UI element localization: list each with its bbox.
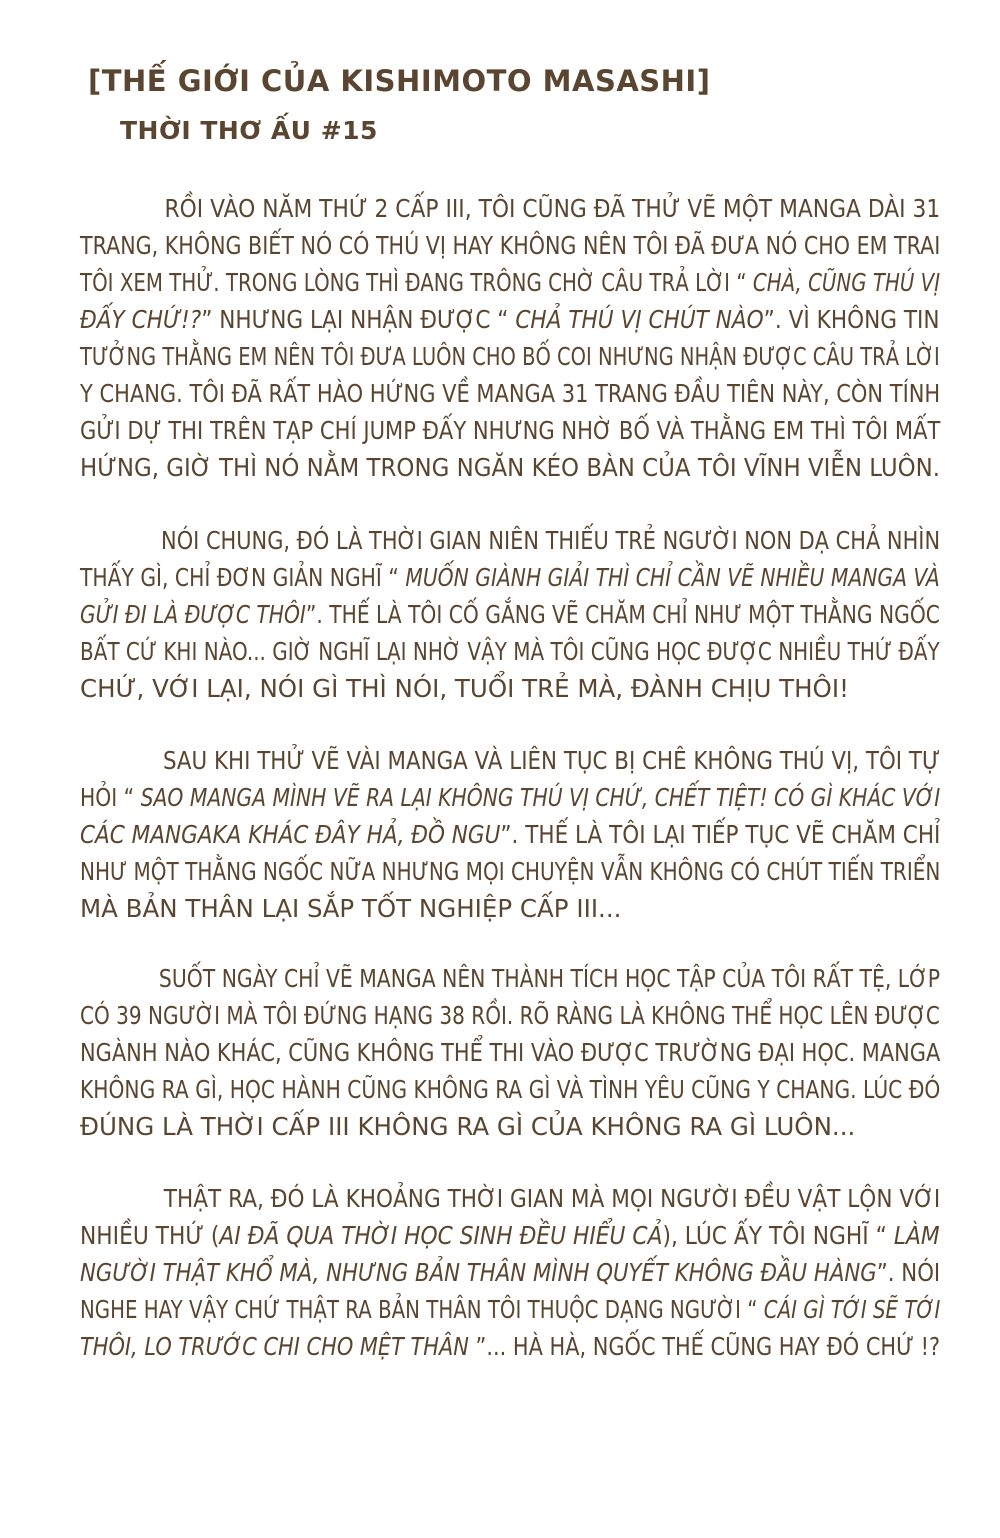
paragraph [80,522,940,707]
italic-quote: GỬI ĐI LÀ ĐƯỢC THÔI [80,600,306,629]
text-line [80,1217,940,1254]
italic-quote: AI ĐÃ QUA THỜI HỌC SINH ĐỀU HIỂU CẢ [219,1221,663,1250]
text-line [80,375,941,412]
italic-quote: CHẢ THÚ VỊ CHÚT NÀO [515,305,764,334]
text-line [80,633,940,670]
text-line [80,559,940,596]
text-segment: SAU KHI THỬ VẼ VÀI MANGA VÀ LIÊN TỤC BỊ CHÊ KHÔNG THÚ VỊ, TÔI TỰ [162,746,941,775]
text-segment: ”. THẾ LÀ TÔI LẠI TIẾP TỤC VẼ CHĂM CHỈ [500,820,941,849]
text-segment: NGHE HAY VẬY CHỨ THẬT RA BẢN THÂN TÔI THUỘC DẠNG NGƯỜI “ [80,1295,764,1324]
text-segment: NHƯ MỘT THẰNG NGỐC NỮA NHƯNG MỌI CHUYỆN VẪN KHÔNG CÓ CHÚT TIẾN TRIỂN [80,857,941,886]
text-segment: TRANG, KHÔNG BIẾT NÓ CÓ THÚ VỊ HAY KHÔNG NÊN TÔI ĐÃ ĐƯA NÓ CHO EM TRAI [80,231,941,260]
paragraph [80,1180,940,1365]
text-line [80,227,941,264]
page-title: [THẾ GIỚI CỦA KISHIMOTO MASASHI] [88,64,711,98]
text-segment: ), LÚC ẤY TÔI NGHĨ “ [662,1221,894,1250]
text-line [80,1034,941,1071]
text-line [80,338,940,375]
text-segment: Y CHANG. TÔI ĐÃ RẤT HÀO HỨNG VỀ MANGA 31 TRANG ĐẦU TIÊN NÀY, CÒN TÍNH [80,379,941,408]
text-segment: HỨNG, GIỜ THÌ NÓ NẰM TRONG NGĂN KÉO BÀN CỦA TÔI VĨNH VIỄN LUÔN. [80,453,941,482]
text-line [80,264,941,301]
text-segment: GỬI DỰ THI TRÊN TẠP CHÍ JUMP ĐẤY NHƯNG NHỜ BỐ VÀ THẰNG EM THÌ TÔI MẤT [80,416,941,445]
text-line [80,190,941,227]
text-line [80,816,941,853]
paragraph [80,190,940,486]
italic-quote: CHÀ, CŨNG THÚ VỊ [752,268,941,297]
text-segment: MÀ BẢN THÂN LẠI SẮP TỐT NGHIỆP CẤP III... [80,894,622,923]
italic-quote: NGƯỜI THẬT KHỔ MÀ, NHƯNG BẢN THÂN MÌNH QUYẾT KHÔNG ĐẦU HÀNG [80,1258,877,1287]
paragraph [80,960,940,1145]
text-line [80,890,940,927]
text-line [80,449,941,486]
text-segment: CHỨ, VỚI LẠI, NÓI GÌ THÌ NÓI, TUỔI TRẺ MÀ, ĐÀNH CHỊU THÔI! [80,674,849,703]
text-segment: NÓI CHUNG, ĐÓ LÀ THỜI GIAN NIÊN THIẾU TRẺ NGƯỜI NON DẠ CHẢ NHÌN [161,526,941,555]
text-segment: NHIỀU THỨ ( [80,1221,220,1250]
italic-quote: THÔI, LO TRƯỚC CHI CHO MỆT THÂN [80,1332,469,1361]
paragraph [80,742,940,927]
text-segment: ” NHƯNG LẠI NHẬN ĐƯỢC “ [201,305,516,334]
text-line [80,997,940,1034]
text-segment: ”. THẾ LÀ TÔI CỐ GẮNG VẼ CHĂM CHỈ NHƯ MỘT THẰNG NGỐC [305,600,940,629]
italic-quote: CÁI GÌ TỚI SẼ TỚI [763,1295,941,1324]
text-segment: THẤY GÌ, CHỈ ĐƠN GIẢN NGHĨ “ [80,563,406,592]
text-segment: ”... HÀ HÀ, NGỐC THẾ CŨNG HAY ĐÓ CHỨ !? [468,1332,941,1361]
italic-quote: MUỐN GIÀNH GIẢI THÌ CHỈ CẦN VẼ NHIỀU MANGA VÀ [405,563,940,592]
text-line [80,1071,941,1108]
text-segment: TÔI XEM THỬ. TRONG LÒNG THÌ ĐANG TRÔNG CHỜ CÂU TRẢ LỜI “ [80,268,753,297]
text-segment: NGÀNH NÀO KHÁC, CŨNG KHÔNG THỂ THI VÀO ĐƯỢC TRƯỜNG ĐẠI HỌC. MANGA [80,1038,941,1067]
text-line [80,1254,941,1291]
text-line [80,1180,941,1217]
text-segment: KHÔNG RA GÌ, HỌC HÀNH CŨNG KHÔNG RA GÌ VÀ TÌNH YÊU CŨNG Y CHANG. LÚC ĐÓ [80,1075,941,1104]
text-segment: RỒI VÀO NĂM THỨ 2 CẤP III, TÔI CŨNG ĐÃ THỬ VẼ MỘT MANGA DÀI 31 [164,194,941,223]
text-line [80,1291,941,1328]
italic-quote: ĐẤY CHỨ!? [80,305,202,334]
text-segment: ”. NÓI [876,1258,941,1287]
text-segment: TƯỞNG THẰNG EM NÊN TÔI ĐƯA LUÔN CHO BỐ COI NHƯNG NHẬN ĐƯỢC CÂU TRẢ LỜI [80,342,940,371]
italic-quote: CÁC MANGAKA KHÁC ĐÂY HẢ, ĐỒ NGU [80,820,501,849]
text-line [80,1328,941,1365]
text-line [80,670,940,707]
text-segment: SUỐT NGÀY CHỈ VẼ MANGA NÊN THÀNH TÍCH HỌC TẬP CỦA TÔI RẤT TỆ, LỚP [158,964,940,993]
text-segment: ĐÚNG LÀ THỜI CẤP III KHÔNG RA GÌ CỦA KHÔNG RA GÌ LUÔN... [80,1112,856,1141]
text-line [80,412,941,449]
text-line [80,779,941,816]
text-segment: THẬT RA, ĐÓ LÀ KHOẢNG THỜI GIAN MÀ MỌI NGƯỜI ĐỀU VẬT LỘN VỚI [163,1184,941,1213]
text-line [80,853,941,890]
italic-quote: SAO MANGA MÌNH VẼ RA LẠI KHÔNG THÚ VỊ CHỨ, CHẾT TIỆT! CÓ GÌ KHÁC VỚI [140,783,941,812]
italic-quote: LÀM [893,1221,940,1250]
text-segment: ”. VÌ KHÔNG TIN [763,305,940,334]
text-line [80,596,940,633]
text-line [80,742,941,779]
text-line [80,522,941,559]
text-line [80,301,940,338]
page-subtitle: THỜI THƠ ẤU #15 [120,116,378,145]
text-line [80,1108,940,1145]
text-segment: BẤT CỨ KHI NÀO... GIỜ NGHĨ LẠI NHỜ VẬY MÀ TÔI CŨNG HỌC ĐƯỢC NHIỀU THỨ ĐẤY [80,637,940,666]
text-line [80,960,940,997]
text-segment: CÓ 39 NGƯỜI MÀ TÔI ĐỨNG HẠNG 38 RỒI. RÕ RÀNG LÀ KHÔNG THỂ HỌC LÊN ĐƯỢC [80,1001,940,1030]
text-segment: HỎI “ [80,783,141,812]
